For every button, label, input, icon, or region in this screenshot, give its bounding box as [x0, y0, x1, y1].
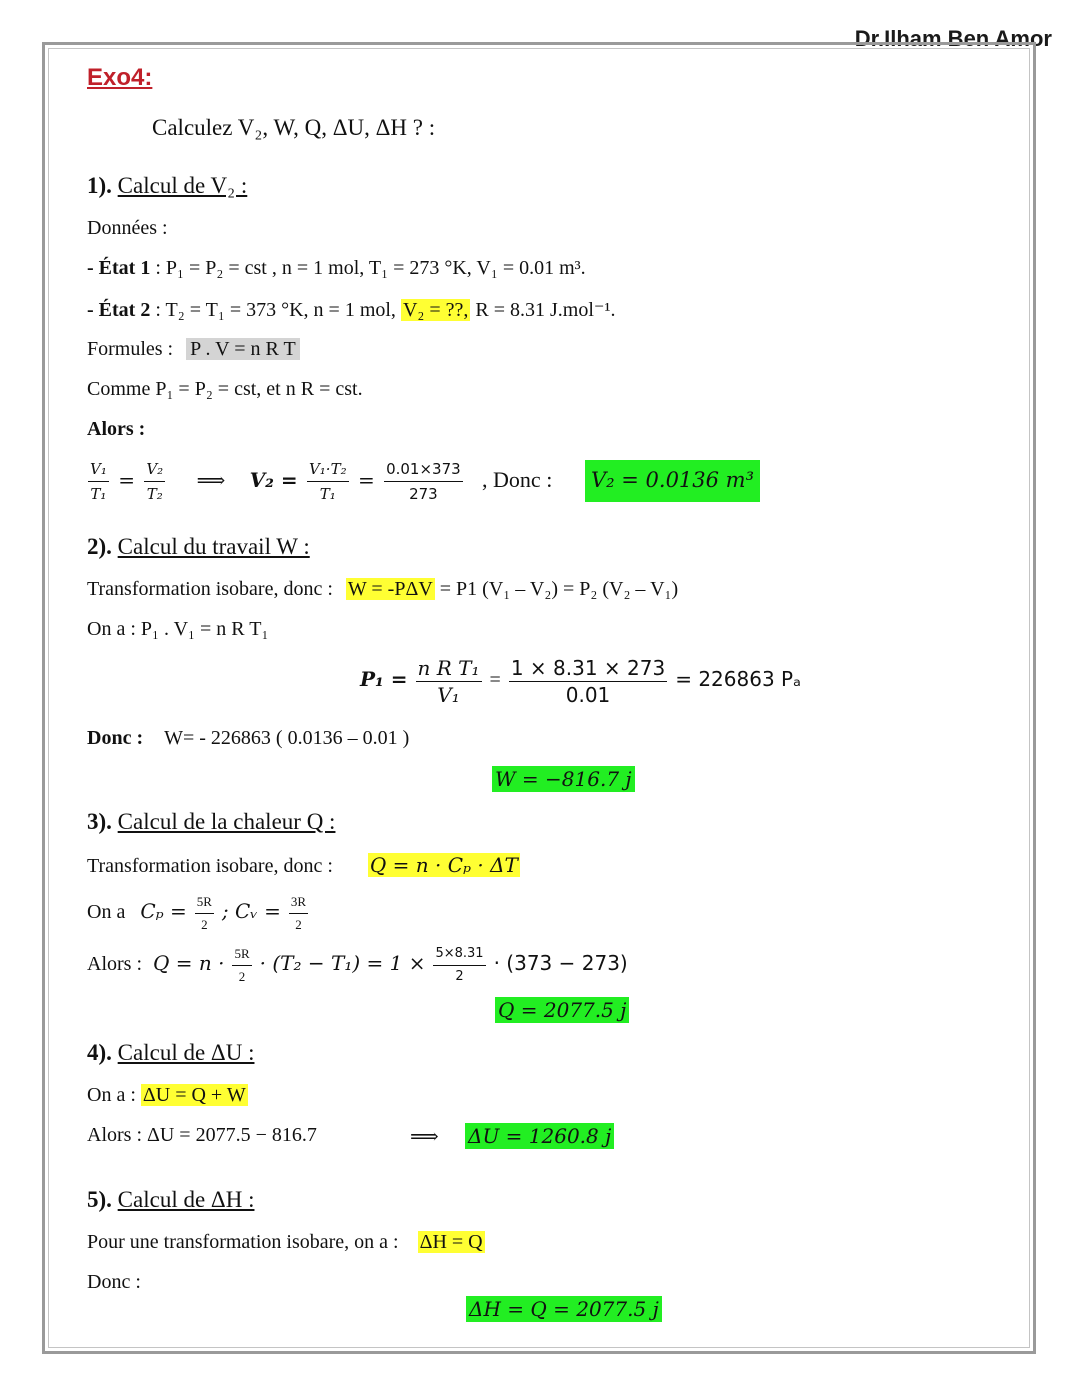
- dh-formula-pre: Pour une transformation isobare, on a :: [87, 1231, 399, 1253]
- section-2-title: Calcul du travail W :: [117, 534, 310, 559]
- etat-2-highlight: V₂ = ??,: [402, 299, 469, 321]
- dh-result: ΔH = Q = 2077.5 j: [466, 1296, 662, 1322]
- du-implies-arrow: ⟹: [410, 1126, 439, 1148]
- q-alors-label: Alors :: [87, 953, 142, 976]
- p1-result: = 226863 Pₐ: [675, 667, 801, 692]
- section-3-number: 3).: [87, 809, 112, 834]
- fraction-v1-t1: $\frac{\text{V₁}}{\text{T₁}}$: [88, 457, 109, 506]
- p1-equation: P₁ = $\frac{\text{n R T₁}}{\text{V₁}}$ = $\frac{1 \times 8.31 \times 273}{0.01}$ = 226863 Pₐ: [360, 656, 801, 707]
- heat-formula-pre: Transformation isobare, donc :: [87, 855, 333, 877]
- ona-p1-line: On a : P₁ . V₁ = n R T₁: [87, 618, 269, 640]
- etat-1-label: - État 1: [87, 257, 151, 279]
- q-expr-post: · (373 − 273): [493, 951, 628, 976]
- etat-2-rest: R = 8.31 J.mol⁻¹.: [470, 299, 616, 321]
- donc-label: , Donc :: [482, 467, 553, 492]
- fraction-q-5r-2: $\frac{5R}{2}$: [232, 943, 251, 988]
- work-formula-post: = P1 (V₁ – V₂) = P₂ (V₂ – V₁): [434, 578, 679, 600]
- formules-line: [87, 338, 300, 361]
- fraction-5r-2: $\frac{5R}{2}$: [195, 891, 214, 936]
- work-formula-pre: Transformation isobare, donc :: [87, 578, 333, 600]
- fraction-q-numeric: $\frac{5\times 8.31}{2}$: [433, 943, 485, 988]
- heat-result: Q = 2077.5 j: [495, 997, 629, 1023]
- section-4-title: Calcul de ΔU :: [117, 1040, 255, 1065]
- q-expr-pre: Q = n ·: [153, 951, 225, 976]
- section-5-heading: [87, 1187, 254, 1213]
- ona-label: On a: [87, 901, 126, 924]
- work-donc-label: Donc :: [87, 727, 144, 749]
- donnees-label: Données :: [87, 217, 168, 239]
- section-3-heading: [87, 809, 335, 835]
- section-1-number: 1).: [87, 173, 112, 198]
- section-2-heading: [87, 534, 310, 560]
- work-donc-line: [87, 727, 409, 750]
- dh-formula-highlight: ΔH = Q: [419, 1231, 483, 1253]
- heat-formula-line: [87, 853, 520, 878]
- comme-line: Comme P₁ = P₂ = cst, et n R = cst.: [87, 378, 363, 400]
- implies-arrow: ⟹: [196, 468, 226, 492]
- cp-label: Cₚ =: [140, 899, 187, 924]
- etat-2-label: - État 2: [87, 299, 151, 321]
- fraction-nrt1-v1: $\frac{\text{n R T₁}}{\text{V₁}}$: [417, 656, 480, 707]
- fraction-p1-numeric: $\frac{1 \times 8.31 \times 273}{0.01}$: [510, 656, 666, 707]
- q-calc-line: [87, 943, 628, 988]
- author-name: Dr.Ilham Ben Amor: [854, 26, 1052, 51]
- etat-2-line: [87, 297, 615, 322]
- q-expr-mid: · (T₂ − T₁) = 1 ×: [259, 951, 426, 976]
- du-result: ΔU = 1260.8 j: [465, 1123, 614, 1149]
- section-1-heading: [87, 173, 247, 199]
- cv-label: ; Cᵥ =: [221, 899, 281, 924]
- work-result: W = −816.7 j: [492, 766, 635, 792]
- work-formula-highlight: W = -PΔV: [347, 578, 433, 600]
- cp-cv-line: [87, 891, 311, 936]
- work-formula-line: [87, 578, 678, 601]
- section-2-number: 2).: [87, 534, 112, 559]
- fraction-v2-t2: $\frac{\text{V₂}}{\text{T₂}}$: [144, 457, 165, 506]
- heat-formula-highlight: Q = n · Cₚ · ΔT: [369, 853, 518, 877]
- section-4-number: 4).: [87, 1040, 112, 1065]
- section-5-number: 5).: [87, 1187, 112, 1212]
- du-calc-line: Alors : ΔU = 2077.5 − 816.7: [87, 1124, 317, 1146]
- question: Calculez V₂, W, Q, ΔU, ΔH ? :: [152, 115, 436, 140]
- v2-result: V₂ = 0.0136 m³: [585, 460, 760, 502]
- etat-1-line: [87, 257, 586, 280]
- section-3-title: Calcul de la chaleur Q :: [117, 809, 336, 834]
- dh-donc-label: Donc :: [87, 1271, 141, 1293]
- fraction-v1t2-t1: $\frac{\text{V₁·T₂}}{\text{T₁}}$: [307, 457, 349, 506]
- p1-label: P₁ =: [360, 667, 408, 692]
- etat-1-text: : P₁ = P₂ = cst , n = 1 mol, T₁ = 273 °K, V₁ = 0.01 m³.: [150, 257, 586, 279]
- du-formula-highlight: ΔU = Q + W: [142, 1084, 246, 1106]
- alors-label: Alors :: [87, 418, 146, 440]
- section-4-heading: [87, 1040, 254, 1066]
- section-5-title: Calcul de ΔH :: [117, 1187, 255, 1212]
- fraction-numeric: $\frac{0.01\times 373}{273}$: [384, 457, 463, 506]
- work-donc-text: W= - 226863 ( 0.0136 – 0.01 ): [164, 727, 410, 749]
- etat-2-text: : T₂ = T₁ = 373 °K, n = 1 mol,: [150, 299, 396, 321]
- du-ona-label: On a :: [87, 1084, 136, 1106]
- formule-pv: P . V = n R T: [186, 338, 300, 360]
- v2-label: V₂ =: [249, 468, 298, 492]
- formules-label: Formules :: [87, 338, 174, 360]
- exercise-title: Exo4:: [87, 64, 153, 91]
- section-1-title: Calcul de V₂ :: [117, 173, 248, 198]
- v2-equation: $\frac{\text{V₁}}{\text{T₁}}$ = $\frac{\text{V₂}}{\text{T₂}}$ ⟹ V₂ = $\frac{\text{V₁·T₂}}{\text{T₁}}$ = $\frac{0.01\times 373}{273}$ , Donc :: [85, 457, 552, 506]
- du-formula-line: [87, 1084, 248, 1107]
- dh-formula-line: [87, 1231, 485, 1254]
- fraction-3r-2: $\frac{3R}{2}$: [289, 891, 308, 936]
